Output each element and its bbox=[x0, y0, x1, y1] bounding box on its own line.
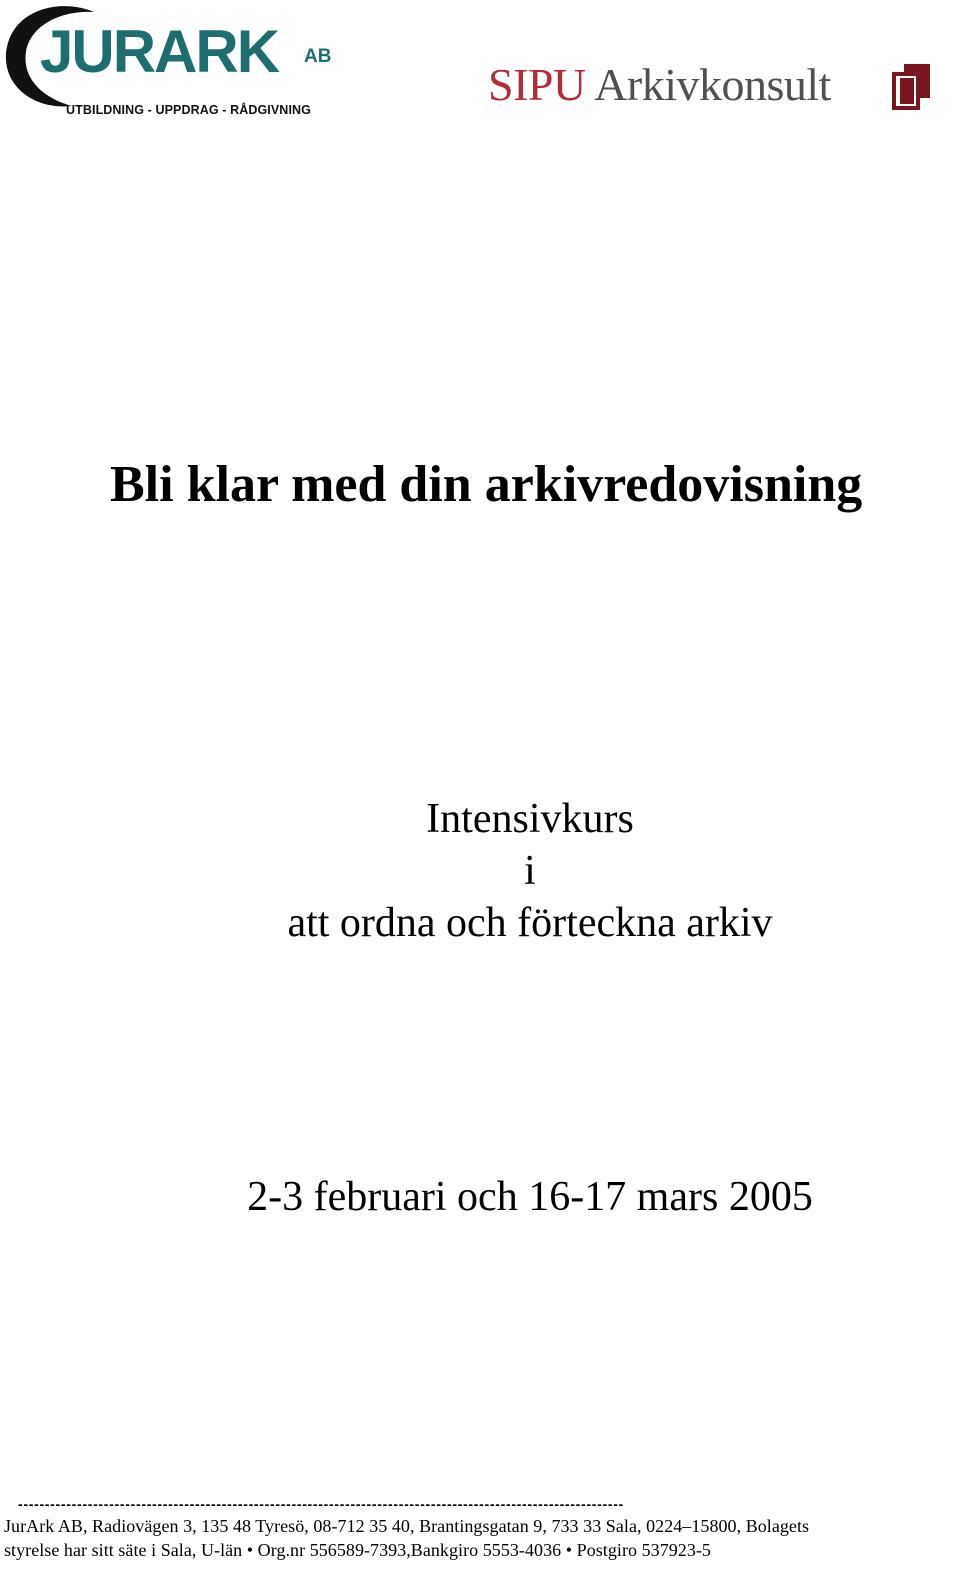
sipu-name: SIPU bbox=[488, 59, 586, 110]
course-line-3: att ordna och förteckna arkiv bbox=[287, 900, 773, 946]
course-line-1: Intensivkurs bbox=[426, 796, 634, 842]
sipu-logo bbox=[488, 58, 948, 124]
course-description bbox=[180, 793, 880, 949]
document-title: Bli klar med din arkivredovisning bbox=[110, 456, 863, 513]
sipu-arkivkonsult: Arkivkonsult bbox=[585, 59, 831, 110]
footer-divider: ----------------------------------------------------------------------------------------------------------------- bbox=[18, 1496, 624, 1512]
course-line-2: i bbox=[524, 848, 536, 894]
jurark-wordmark: JURARK bbox=[40, 18, 279, 85]
jurark-tagline: UTBILDNING - UPPDRAG - RÅDGIVNING bbox=[66, 103, 311, 117]
jurark-ab: AB bbox=[304, 46, 332, 67]
jurark-logo bbox=[2, 2, 342, 120]
footer bbox=[4, 1494, 954, 1562]
footer-address-line: JurArk AB, Radiovägen 3, 135 48 Tyresö, 08-712 35 40, Brantingsgatan 9, 733 33 Sala, 0224–15800, Bolagets bbox=[4, 1516, 810, 1536]
sipu-wordmark bbox=[488, 59, 831, 110]
course-dates: 2-3 februari och 16-17 mars 2005 bbox=[247, 1174, 813, 1220]
book-stack-icon bbox=[892, 62, 932, 112]
footer-registration-line: styrelse har sitt säte i Sala, U-län • Org.nr 556589-7393,Bankgiro 5553-4036 • Postgiro 537923-5 bbox=[4, 1540, 711, 1560]
